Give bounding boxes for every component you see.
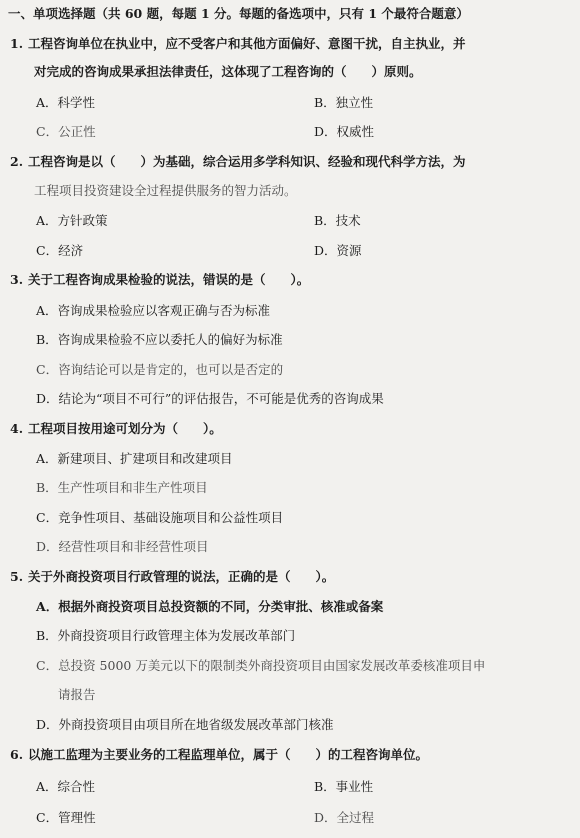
option-d: D．经营性项目和非经营性项目 [36, 539, 209, 554]
option-c: C．总投资 5000 万美元以下的限制类外商投资项目由国家发展改革委核准项目申 [36, 658, 486, 673]
question-text: 工程咨询是以（ ）为基础，综合运用多学科知识、经验和现代科学方法，为 [28, 154, 466, 169]
question-text: 关于外商投资项目行政管理的说法，正确的是（ ）。 [28, 569, 335, 584]
option-d: D．结论为“项目不可行”的评估报告，不可能是优秀的咨询成果 [36, 391, 384, 406]
option-b: B．生产性项目和非生产性项目 [36, 480, 208, 495]
question-number: 2. [10, 154, 24, 169]
question-5 [10, 569, 334, 585]
option-d: D．资源 [314, 243, 362, 258]
question-number: 1. [10, 36, 24, 51]
option-a: A．新建项目、扩建项目和改建项目 [36, 451, 233, 466]
question-number: 4. [10, 421, 24, 436]
option-c: C．竞争性项目、基础设施项目和公益性项目 [36, 510, 284, 525]
option-a: A．综合性 [36, 779, 96, 794]
option-b: B．独立性 [314, 95, 374, 110]
option-b: B．事业性 [314, 779, 374, 794]
question-4 [10, 421, 222, 437]
question-text: 工程咨询单位在执业中，应不受客户和其他方面偏好、意图干扰，自主执业，并 [28, 36, 466, 51]
option-c: C．管理性 [36, 810, 96, 825]
option-d: D．权威性 [314, 124, 375, 139]
question-text: 关于工程咨询成果检验的说法，错误的是（ ）。 [28, 272, 310, 287]
option-d: D．全过程 [314, 810, 375, 825]
question-6 [10, 747, 428, 763]
option-b: B．外商投资项目行政管理主体为发展改革部门 [36, 628, 296, 643]
option-c: C．咨询结论可以是肯定的，也可以是否定的 [36, 362, 284, 377]
question-2 [10, 154, 466, 170]
question-number: 6. [10, 747, 24, 762]
question-text: 工程项目按用途可划分为（ ）。 [28, 421, 222, 436]
section-header: 一、单项选择题（共 60 题，每题 1 分。每题的备选项中，只有 1 个最符合题意） [8, 6, 469, 21]
question-1 [10, 36, 466, 52]
question-text: 以施工监理为主要业务的工程监理单位，属于（ ）的工程咨询单位。 [28, 747, 429, 762]
option-b: B．咨询成果检验不应以委托人的偏好为标准 [36, 332, 283, 347]
option-b: B．技术 [314, 213, 361, 228]
option-a: A．方针政策 [36, 213, 108, 228]
question-number: 3. [10, 272, 24, 287]
option-c-cont: 请报告 [58, 687, 96, 702]
question-text-cont: 工程项目投资建设全过程提供服务的智力活动。 [34, 183, 297, 198]
question-number: 5. [10, 569, 24, 584]
option-a: A．科学性 [36, 95, 96, 110]
option-a: A．根据外商投资项目总投资额的不同，分类审批、核准或备案 [36, 599, 384, 614]
question-3 [10, 272, 309, 288]
question-text-cont: 对完成的咨询成果承担法律责任，这体现了工程咨询的（ ）原则。 [34, 64, 422, 79]
option-c: C．经济 [36, 243, 84, 258]
option-a: A．咨询成果检验应以客观正确与否为标准 [36, 303, 271, 318]
option-c: C．公正性 [36, 124, 96, 139]
option-d: D．外商投资项目由项目所在地省级发展改革部门核准 [36, 717, 334, 732]
